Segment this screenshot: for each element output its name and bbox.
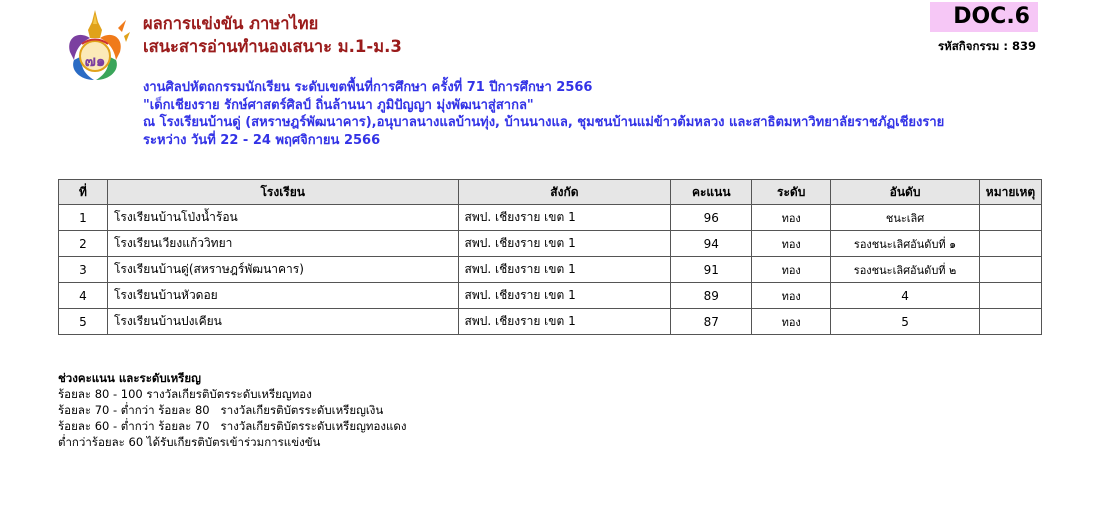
cell-note xyxy=(979,257,1041,283)
table-row xyxy=(59,257,1042,283)
cell-note xyxy=(979,231,1041,257)
cell-affiliation: สพป. เชียงราย เขต 1 xyxy=(458,283,671,309)
column-header-school: โรงเรียน xyxy=(107,180,458,205)
table-row xyxy=(59,283,1042,309)
cell-affiliation: สพป. เชียงราย เขต 1 xyxy=(458,231,671,257)
cell-rank: 5 xyxy=(831,309,980,335)
cell-school: โรงเรียนบ้านปงเคียน xyxy=(107,309,458,335)
score-legend xyxy=(58,370,406,450)
column-header-rank: อันดับ xyxy=(831,180,980,205)
column-header-score: คะแนน xyxy=(671,180,752,205)
cell-affiliation: สพป. เชียงราย เขต 1 xyxy=(458,257,671,283)
logo-number: ๗๑ xyxy=(84,52,106,70)
table-header-row xyxy=(59,180,1042,205)
page-subtitle: เสนะสารอ่านทำนองเสนาะ ม.1-ม.3 xyxy=(143,37,402,56)
legend-line: ต่ำกว่าร้อยละ 60 ได้รับเกียรติบัตรเข้าร่วมการแข่งขัน xyxy=(58,435,321,449)
legend-line: ร้อยละ 60 - ต่ำกว่า ร้อยละ 70 รางวัลเกียรติบัตรระดับเหรียญทองแดง xyxy=(58,419,407,433)
document-badge: DOC.6 xyxy=(930,2,1038,32)
cell-no: 4 xyxy=(59,283,108,309)
cell-note xyxy=(979,283,1041,309)
cell-no: 2 xyxy=(59,231,108,257)
cell-score: 96 xyxy=(671,205,752,231)
cell-note xyxy=(979,309,1041,335)
cell-level: ทอง xyxy=(752,309,831,335)
table-row xyxy=(59,231,1042,257)
event-info-line: ระหว่าง วันที่ 22 - 24 พฤศจิกายน 2566 xyxy=(143,132,381,148)
column-header-note: หมายเหตุ xyxy=(979,180,1041,205)
cell-score: 89 xyxy=(671,283,752,309)
event-logo xyxy=(60,8,130,86)
column-header-level: ระดับ xyxy=(752,180,831,205)
cell-school: โรงเรียนบ้านดู่(สหราษฎร์พัฒนาคาร) xyxy=(107,257,458,283)
table-row xyxy=(59,309,1042,335)
page-title: ผลการแข่งขัน ภาษาไทย xyxy=(143,14,319,33)
cell-rank: ชนะเลิศ xyxy=(831,205,980,231)
cell-affiliation: สพป. เชียงราย เขต 1 xyxy=(458,309,671,335)
event-logo-emblem-icon xyxy=(60,8,130,86)
cell-score: 94 xyxy=(671,231,752,257)
cell-note xyxy=(979,205,1041,231)
event-info xyxy=(143,79,944,149)
results-table xyxy=(58,179,1042,335)
cell-no: 3 xyxy=(59,257,108,283)
cell-school: โรงเรียนบ้านหัวดอย xyxy=(107,283,458,309)
cell-level: ทอง xyxy=(752,205,831,231)
cell-rank: รองชนะเลิศอันดับที่ ๒ xyxy=(831,257,980,283)
cell-score: 87 xyxy=(671,309,752,335)
cell-no: 5 xyxy=(59,309,108,335)
cell-affiliation: สพป. เชียงราย เขต 1 xyxy=(458,205,671,231)
cell-rank: รองชนะเลิศอันดับที่ ๑ xyxy=(831,231,980,257)
legend-line: ร้อยละ 70 - ต่ำกว่า ร้อยละ 80 รางวัลเกียรติบัตรระดับเหรียญเงิน xyxy=(58,403,384,417)
cell-level: ทอง xyxy=(752,257,831,283)
cell-score: 91 xyxy=(671,257,752,283)
column-header-no: ที่ xyxy=(59,180,108,205)
cell-rank: 4 xyxy=(831,283,980,309)
legend-line: ร้อยละ 80 - 100 รางวัลเกียรติบัตรระดับเหรียญทอง xyxy=(58,387,312,401)
event-info-line: งานศิลปหัตถกรรมนักเรียน ระดับเขตพื้นที่การศึกษา ครั้งที่ 71 ปีการศึกษา 2566 xyxy=(143,80,593,95)
table-row xyxy=(59,205,1042,231)
column-header-affiliation: สังกัด xyxy=(458,180,671,205)
event-info-line: ณ โรงเรียนบ้านดู่ (สหราษฎร์พัฒนาคาร),อนุบาลนางแลบ้านทุ่ง, บ้านนางแล, ชุมชนบ้านแม่ข้าวต้มหลวง และสาธิตมหาวิทยาลัยราชภัฏเชียงราย xyxy=(143,115,945,130)
cell-school: โรงเรียนเวียงแก้ววิทยา xyxy=(107,231,458,257)
cell-level: ทอง xyxy=(752,283,831,309)
activity-code: รหัสกิจกรรม : 839 xyxy=(938,39,1036,53)
cell-level: ทอง xyxy=(752,231,831,257)
cell-no: 1 xyxy=(59,205,108,231)
event-info-line: "เด็กเชียงราย รักษ์ศาสตร์ศิลป์ ถิ่นล้านนา ภูมิปัญญา มุ่งพัฒนาสู่สากล" xyxy=(143,97,534,113)
legend-heading: ช่วงคะแนน และระดับเหรียญ xyxy=(58,371,201,385)
cell-school: โรงเรียนบ้านโป่งน้ำร้อน xyxy=(107,205,458,231)
